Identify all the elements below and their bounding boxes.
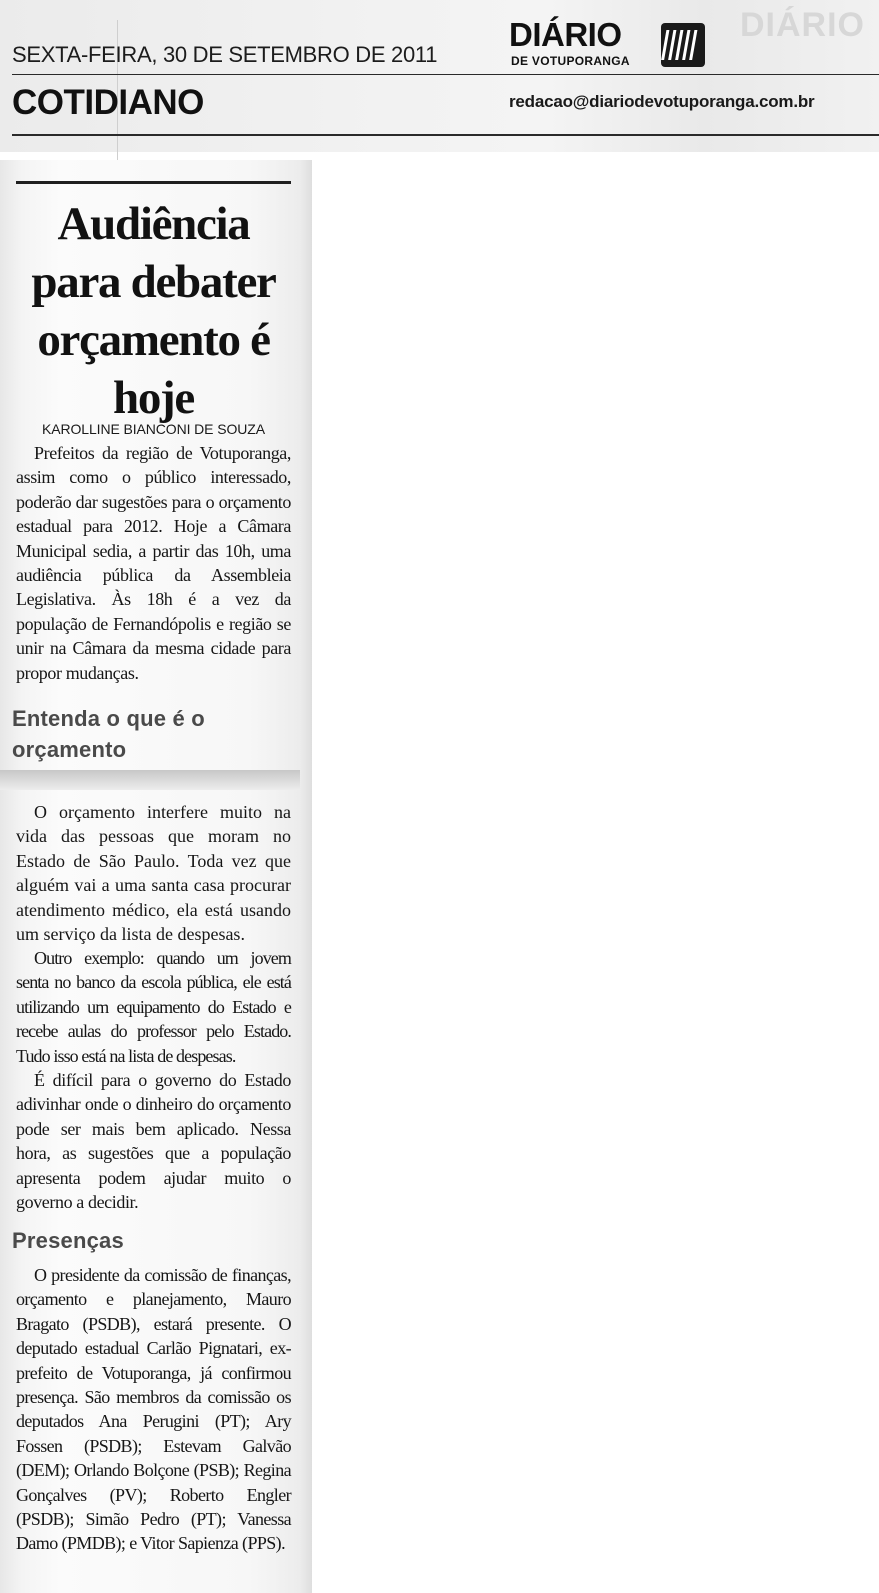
logo-name: DIÁRIO [509, 16, 622, 53]
header-rule [12, 74, 879, 75]
subhead-presencas: Presenças [12, 1228, 124, 1253]
article-byline: KAROLLINE BIANCONI DE SOUZA [42, 421, 265, 437]
paragraph-dificil: É difícil para o governo do Estado adivinhar onde o dinheiro do orçamento pode ser mais bem aplicado. Nessa hora, as sugestões que a população apresenta podem ajudar muito o governo a decidir. [16, 1070, 291, 1213]
subhead-entenda: Entenda o que é o orçamento [12, 706, 205, 762]
article-headline: Audiência para debater orçamento é hoje [31, 198, 276, 424]
header-rule-bottom [12, 134, 879, 136]
contact-email: redacao@diariodevotuporanga.com.br [509, 92, 815, 111]
paragraph-presencas: O presidente da comissão de finanças, orçamento e planejamento, Mauro Bragato (PSDB), estará presente. O deputado estadual Carlão Pignatari, ex-prefeito de Votuporanga, já confirmou presença. São membros da comissão os deputados Ana Perugini (PT); Ary Fossen (PSDB); Estevam Galvão (DEM); Orlando Bolçone (PSB); Regina Gonçalves (PV); Roberto Engler (PSDB); Simão Pedro (PT); Vanessa Damo (PMDB); e Vitor Sapienza (PPS). [16, 1265, 291, 1554]
edition-date: SEXTA-FEIRA, 30 DE SETEMBRO DE 2011 [12, 42, 438, 67]
section-title: COTIDIANO [12, 83, 204, 122]
article-top-rule [16, 181, 291, 184]
paragraph-outro-exemplo: Outro exemplo: quando um jovem senta no banco da escola pública, ele está utilizando um equipamento do Estado e recebe aulas do professor pelo Estado. Tudo isso está na lista de despesas. [16, 948, 291, 1066]
ghost-logo-bleed: DIÁRIO [740, 6, 865, 44]
subhead-shaded-rule [0, 770, 300, 790]
paragraph-orcamento: O orçamento interfere muito na vida das pessoas que moram no Estado de São Paulo. Toda vez que alguém vai a uma santa casa procurar atendimento médico, ela está usando um serviço da lista de despesas. [16, 802, 291, 945]
logo-subtitle: DE VOTUPORANGA [511, 54, 630, 68]
newspaper-logo [509, 17, 729, 69]
article-lead-paragraph: Prefeitos da região de Votuporanga, assim como o público interessado, poderão dar sugestões para o orçamento estadual para 2012. Hoje a Câmara Municipal sedia, a partir das 10h, uma audiência pública da Assembleia Legislativa. Às 18h é a vez da população de Fernandópolis e região se unir na Câmara da mesma cidade para propor mudanças. [16, 443, 291, 683]
logo-bars-icon [661, 21, 709, 69]
